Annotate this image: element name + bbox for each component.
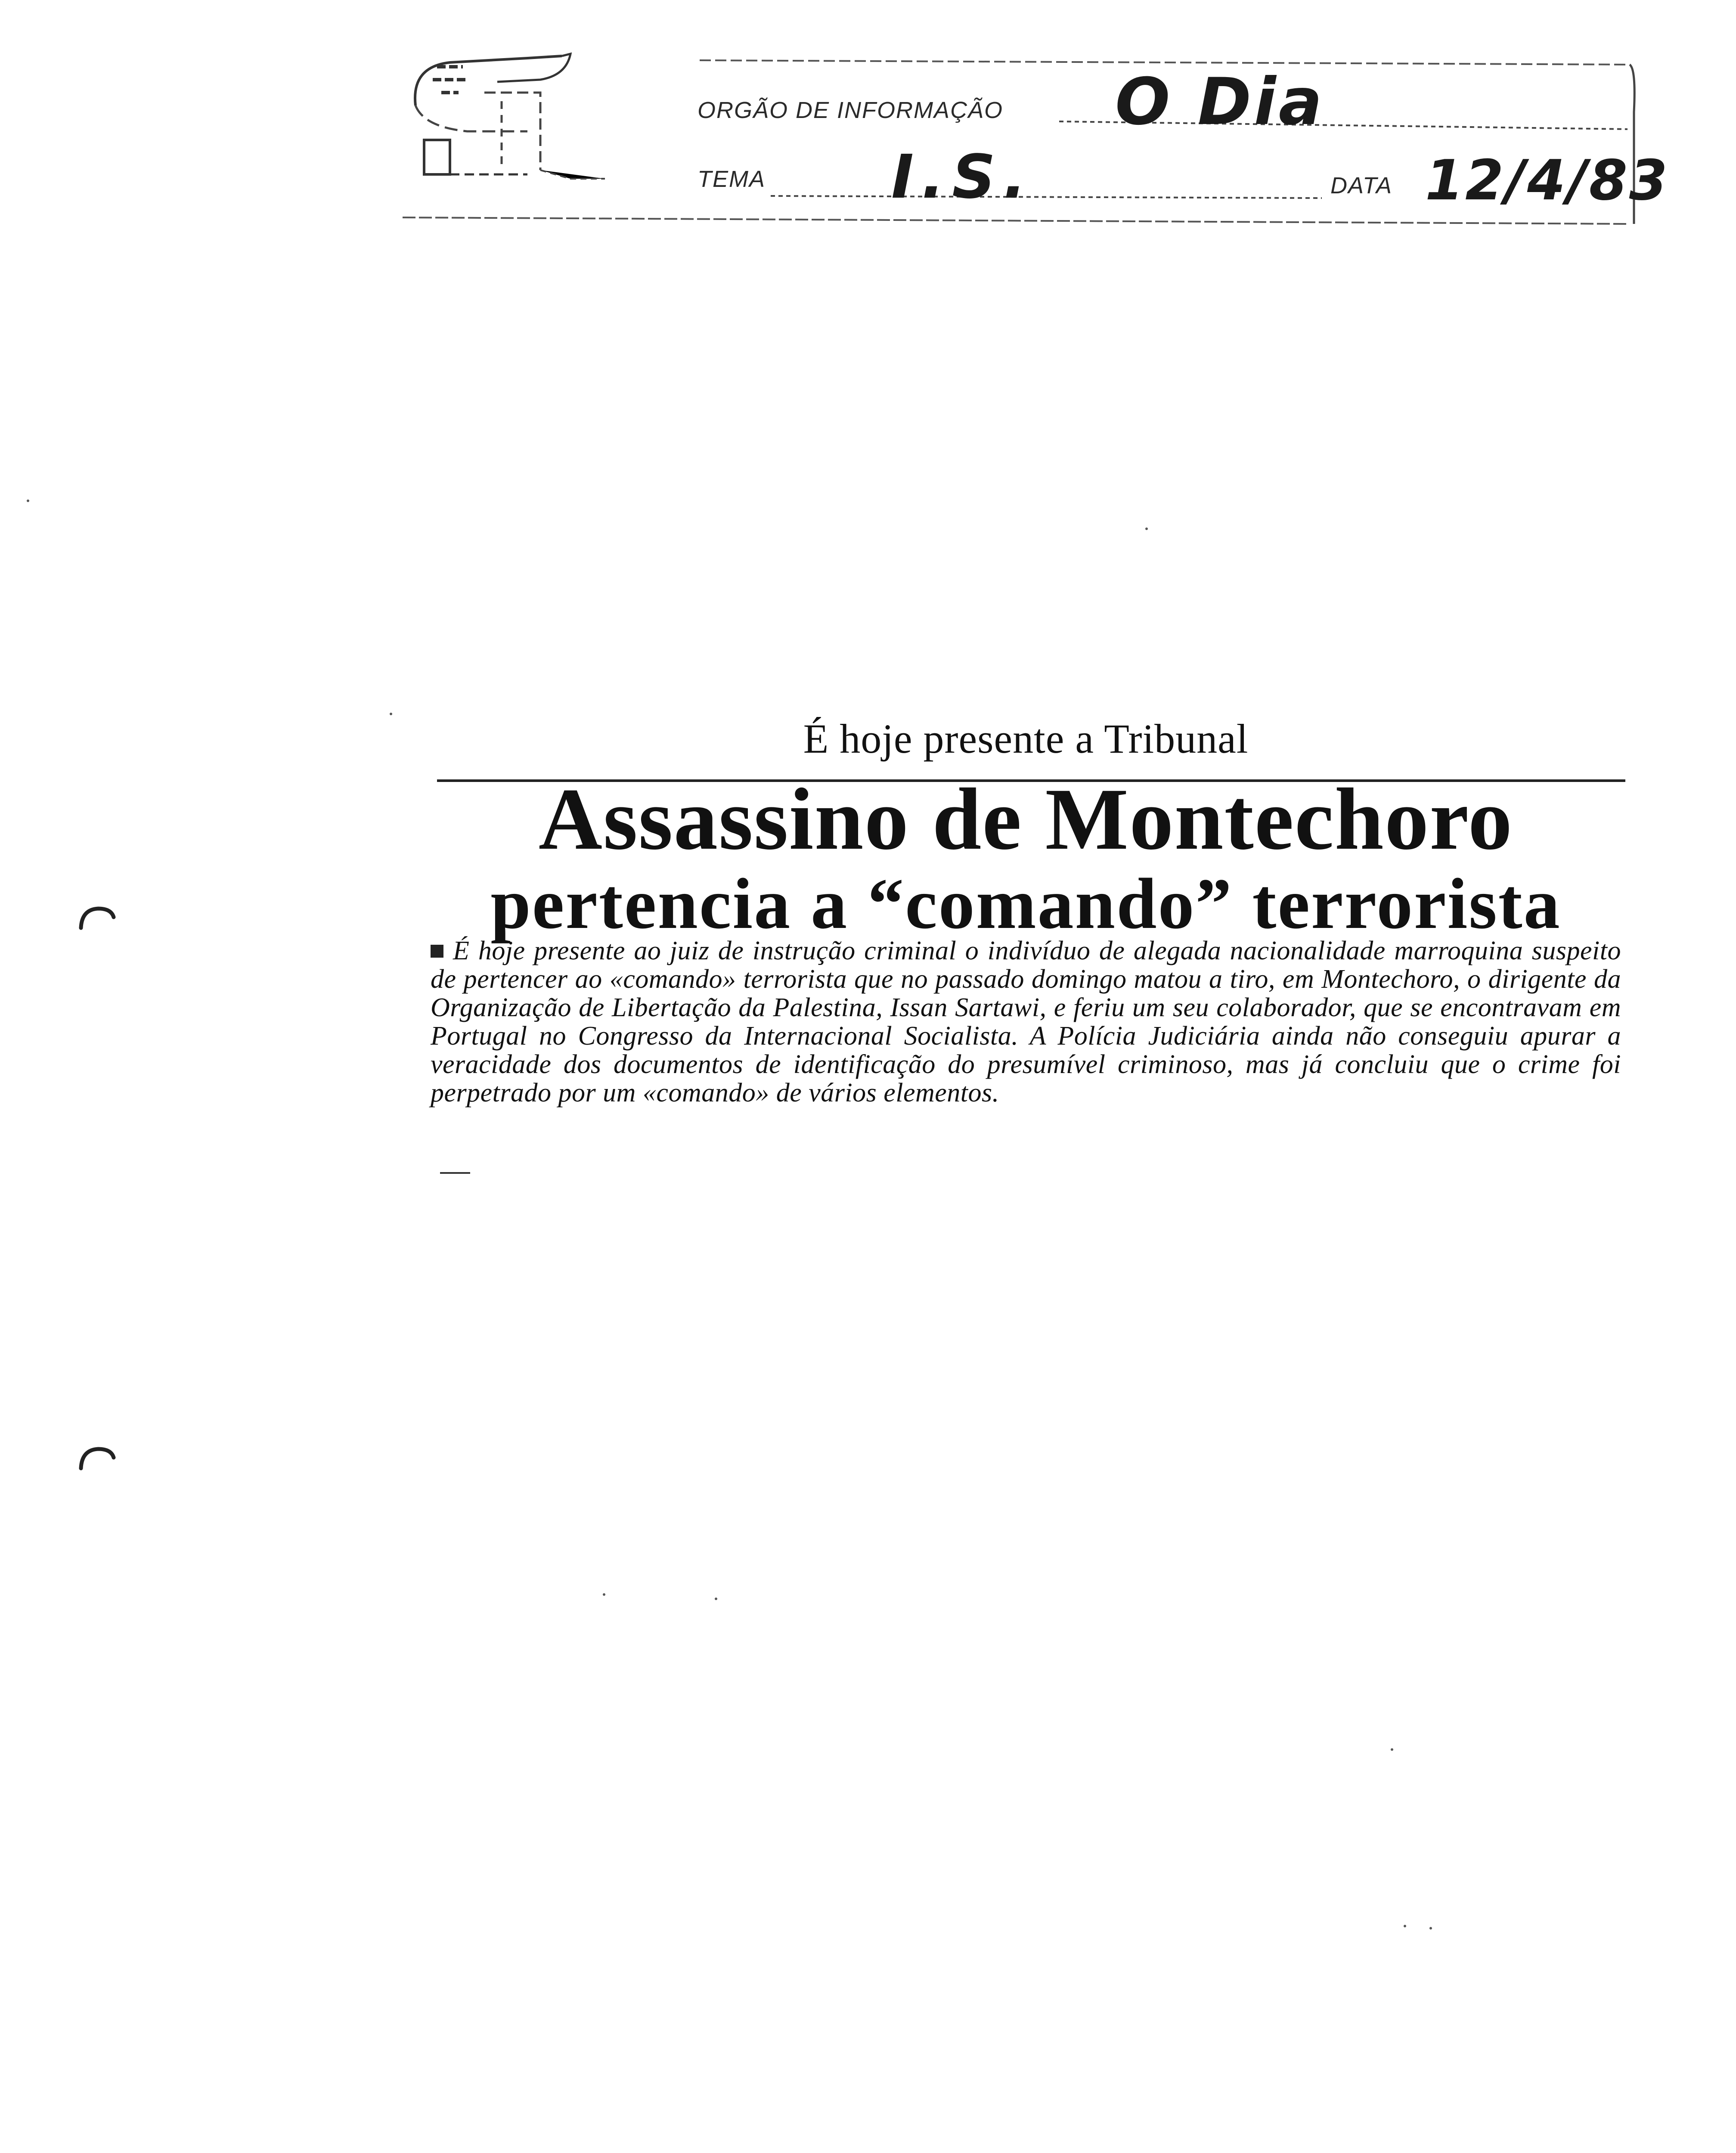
scan-speck (1429, 1927, 1432, 1930)
scan-speck (603, 1593, 605, 1596)
end-rule (440, 1172, 470, 1174)
stamp-form-lines (0, 0, 1736, 258)
tema-value: I.S. (891, 142, 1034, 212)
scan-speck (27, 499, 29, 502)
scan-speck (1391, 1748, 1393, 1751)
punch-hole-icon (78, 1445, 116, 1470)
headline-line-2: pertencia a “comando” terrorista (490, 864, 1561, 944)
headline-line-1: Assassino de Montechoro (538, 770, 1513, 868)
article-body-text: É hoje presente ao juiz de instrução criminal o indivíduo de alegada nacionalidade marroquina suspeito de pertencer ao «comando» terrorista que no passado domingo matou a tiro, em Montechoro, o dirigente da Organização de Libertação da Palestina, Issan Sartawi, e feriu um seu colaborador, que se encontravam em Portugal no Congresso da Internacional Socialista. A Polícia Judiciária ainda não conseguiu apurar a veracidade dos documentos de identificação do presumível criminoso, mas já concluiu que o crime foi perpetrado por um «comando» de vários elementos. (431, 936, 1621, 1108)
article-body (431, 937, 1621, 1107)
tema-label: TEMA (698, 166, 766, 192)
article-kicker: É hoje presente a Tribunal (803, 716, 1249, 762)
punch-hole-icon (78, 904, 116, 930)
scan-speck (715, 1598, 717, 1600)
orgao-label: ORGÃO DE INFORMAÇÃO (698, 97, 1004, 123)
data-label: DATA (1330, 173, 1393, 199)
data-value: 12/4/83 (1425, 149, 1669, 213)
bullet-square-icon (431, 945, 443, 958)
scan-speck (390, 713, 392, 715)
scan-speck (1404, 1925, 1406, 1927)
archive-logo (398, 41, 648, 192)
orgao-value: O Dia (1115, 65, 1325, 140)
scan-speck (1145, 527, 1148, 530)
